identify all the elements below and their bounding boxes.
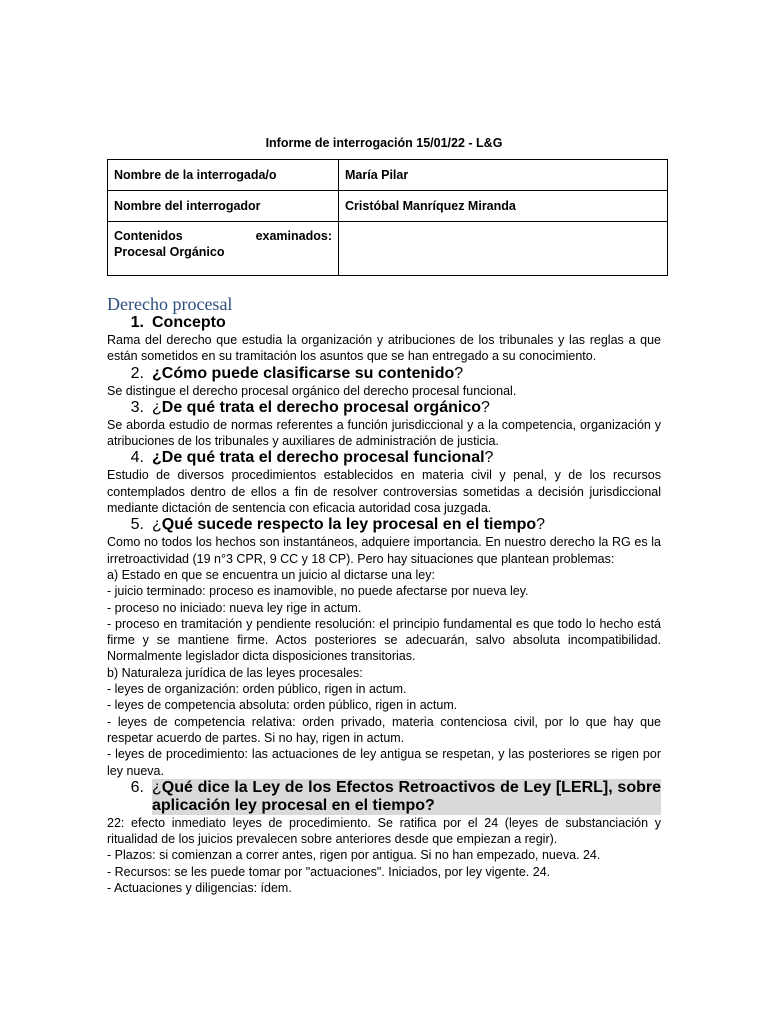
table-value: Cristóbal Manríquez Miranda bbox=[339, 191, 668, 222]
document-title: Informe de interrogación 15/01/22 - L&G bbox=[265, 136, 503, 150]
question-number: 3. bbox=[130, 398, 144, 416]
question-item bbox=[107, 314, 661, 332]
table-label: Nombre del interrogador bbox=[108, 191, 339, 222]
table-value: María Pilar bbox=[339, 160, 668, 191]
question-text bbox=[152, 449, 661, 467]
answer-paragraph: a) Estado en que se encuentra un juicio al dictarse una ley: bbox=[107, 567, 435, 582]
table-value bbox=[339, 222, 668, 276]
question-text bbox=[152, 314, 661, 332]
answer-paragraph: 22: efecto inmediato leyes de procedimiento. Se ratifica por el 24 (leyes de substanciación y ritualidad de los juicios prevalecen sobre anteriores desde que empiezan a regir). bbox=[107, 815, 661, 847]
answer-paragraph: Como no todos los hechos son instantáneos, adquiere importancia. En nuestro derecho la RG es la irretroactividad (19 n°3 CPR, 9 CC y 18 CP). Pero hay situaciones que plantean problemas: bbox=[107, 535, 661, 566]
answer-paragraph: - leyes de competencia absoluta: orden público, rigen in actum. bbox=[107, 698, 458, 713]
question-title: Qué sucede respecto la ley procesal en el tiempo bbox=[161, 516, 537, 534]
qa-list bbox=[107, 314, 661, 896]
answer-paragraph: - Recursos: se les puede tomar por "actuaciones". Iniciados, por ley vigente. 24. bbox=[107, 864, 551, 879]
answer-paragraph: Rama del derecho que estudia la organización y atribuciones de los tribunales y las reglas a que están sometidos en su tramitación los asuntos que se han entregado a su conocimiento. bbox=[107, 333, 661, 364]
table-label bbox=[108, 222, 339, 276]
question-item bbox=[107, 516, 661, 534]
question-title: Concepto bbox=[152, 314, 226, 331]
info-table bbox=[107, 159, 668, 276]
question-number: 5. bbox=[130, 516, 144, 534]
question-title: ¿Cómo puede clasificarse su contenido bbox=[152, 364, 455, 382]
answer-paragraph: - proceso no iniciado: nueva ley rige in actum. bbox=[107, 600, 362, 615]
answer-paragraph: Se distingue el derecho procesal orgánico del derecho procesal funcional. bbox=[107, 383, 517, 398]
question-text bbox=[152, 365, 661, 383]
table-label-line bbox=[114, 228, 332, 244]
answer-paragraph: - proceso en tramitación y pendiente resolución: el principio fundamental es que todo lo hecho está firme y se mantiene firme. Actos posteriores se adecuarán, salvo absoluta incompatibilidad. Normalmente legislador dicta disposiciones transitorias. bbox=[107, 616, 661, 664]
question-number: 6. bbox=[130, 778, 144, 796]
table-row bbox=[108, 222, 668, 276]
answer-paragraph: - leyes de competencia relativa: orden privado, materia contenciosa civil, por lo que hay que respetar acuerdo de partes. Si no hay, rigen in actum. bbox=[107, 714, 661, 745]
answer-paragraph: - leyes de procedimiento: las actuaciones de ley antigua se respetan, y las posteriores se rigen por ley nueva. bbox=[107, 747, 661, 778]
question-item bbox=[107, 779, 661, 815]
question-text bbox=[152, 399, 661, 417]
table-label-word: examinados: bbox=[255, 229, 332, 243]
table-row bbox=[108, 160, 668, 191]
table-row bbox=[108, 191, 668, 222]
question-text bbox=[152, 516, 661, 534]
question-title: Qué dice la Ley de los Efectos Retroactivos de Ley [LERL], sobre aplicación ley procesal en el tiempo? bbox=[152, 778, 661, 814]
answer-paragraph: - Actuaciones y diligencias: ídem. bbox=[107, 881, 292, 896]
question-number: 4. bbox=[130, 449, 144, 467]
question-text bbox=[152, 779, 661, 815]
question-number: 2. bbox=[130, 364, 144, 382]
question-item bbox=[107, 365, 661, 383]
answer-paragraph: - juicio terminado: proceso es inamovible, no puede afectarse por nueva ley. bbox=[107, 584, 529, 599]
question-title: De qué trata el derecho procesal orgánico bbox=[161, 398, 481, 416]
question-suffix: ? bbox=[481, 398, 490, 416]
question-title: ¿De qué trata el derecho procesal funcional bbox=[152, 449, 485, 467]
question-suffix: ? bbox=[536, 516, 546, 534]
table-label-word: Contenidos bbox=[114, 229, 183, 243]
answer-paragraph: - Plazos: si comienzan a correr antes, rigen por antigua. Si no han empezado, nueva. 24. bbox=[107, 848, 601, 863]
question-item bbox=[107, 449, 661, 467]
table-label-line: Procesal Orgánico bbox=[114, 245, 225, 259]
question-suffix: ? bbox=[454, 364, 464, 382]
answer-paragraph: - leyes de organización: orden público, rigen in actum. bbox=[107, 682, 407, 697]
table-label: Nombre de la interrogada/o bbox=[108, 160, 339, 191]
answer-paragraph: b) Naturaleza jurídica de las leyes procesales: bbox=[107, 665, 363, 680]
question-prefix: ¿ bbox=[152, 516, 162, 534]
question-prefix: ¿ bbox=[152, 778, 162, 796]
question-prefix: ¿ bbox=[152, 398, 162, 416]
document-page bbox=[107, 136, 661, 896]
answer-paragraph: Se aborda estudio de normas referentes a función jurisdiccional y a la competencia, organización y atribuciones de los tribunales y auxiliares de administración de justicia. bbox=[107, 417, 661, 449]
question-suffix: ? bbox=[484, 449, 494, 467]
question-number: 1. bbox=[130, 314, 144, 331]
question-item bbox=[107, 399, 661, 417]
answer-paragraph: Estudio de diversos procedimientos establecidos en materia civil y penal, y de los recursos contemplados dentro de ellos a fin de resolver controversias sometidas a decisión jurisdiccional mediante dictación de sentencia con eficacia autoridad cosa juzgada. bbox=[107, 468, 661, 516]
section-heading: Derecho procesal bbox=[107, 294, 233, 314]
